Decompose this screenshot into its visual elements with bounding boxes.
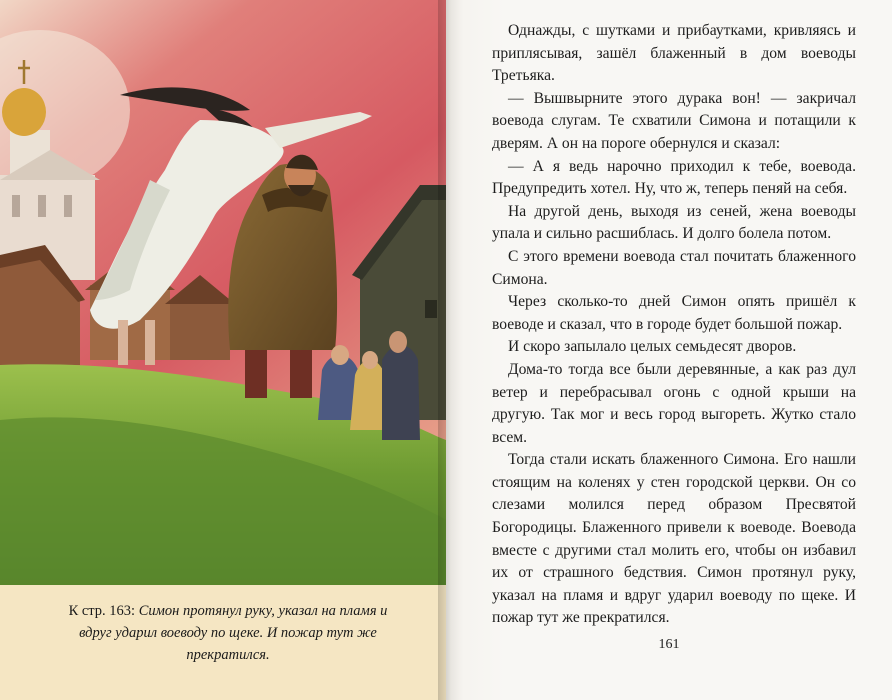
paragraph: На другой день, выходя из сеней, жена воеводы упала и сильно расшиблась. И долго болела потом. — [492, 202, 856, 243]
paragraph: Дома-то тогда все были деревянные, а как раз дул ветер и перебрасывал огонь с одной крыши на другую. Так мог и весь город выгореть. Жутко стало всем. — [492, 360, 856, 446]
illustration-art — [0, 0, 446, 585]
right-page — [446, 0, 892, 700]
paragraph: — Вышвырните этого дурака вон! — закричал воевода слугам. Те схватили Симона и потащили к дверям. А он на пороге обернулся и сказал: — [492, 89, 856, 152]
paragraph: С этого времени воевода стал почитать блаженного Симона. — [492, 247, 856, 288]
story-text — [492, 20, 856, 630]
paragraph: — А я ведь нарочно приходил к тебе, воевода. Предупредить хотел. Ну, что ж, теперь пеняй на себя. — [492, 157, 856, 198]
page-number: 161 — [658, 637, 680, 652]
illustration — [0, 0, 446, 585]
paragraph: И скоро запылало целых семьдесят дворов. — [508, 338, 797, 356]
paragraph: Тогда стали искать блаженного Симона. Его нашли стоящим на коленях у стен городской церкви. Он со слезами молился перед образом Пресвятой Богородицы. Блаженного привели к воеводе. Воевода вместе с другими стал молить его, чтобы он избавил их от страшного бедствия. Симон протянул руку, указал на пламя и вдруг ударил воеводу по щеке. И пожар тут же прекратился. — [492, 451, 856, 627]
caption-reference: К стр. 163: — [68, 603, 139, 619]
paragraph: Через сколько-то дней Симон опять пришёл к воеводе и сказал, что в городе будет большой пожар. — [492, 293, 856, 333]
illustration-caption — [58, 600, 398, 666]
paragraph: Однажды, с шутками и прибаутками, кривляясь и приплясывая, зашёл блаженный в дом воеводы Третьяка. — [492, 22, 856, 85]
caption-text: Симон протянул руку, указал на пламя и вдруг ударил воеводу по щеке. И пожар тут же прекратился. — [79, 603, 388, 663]
